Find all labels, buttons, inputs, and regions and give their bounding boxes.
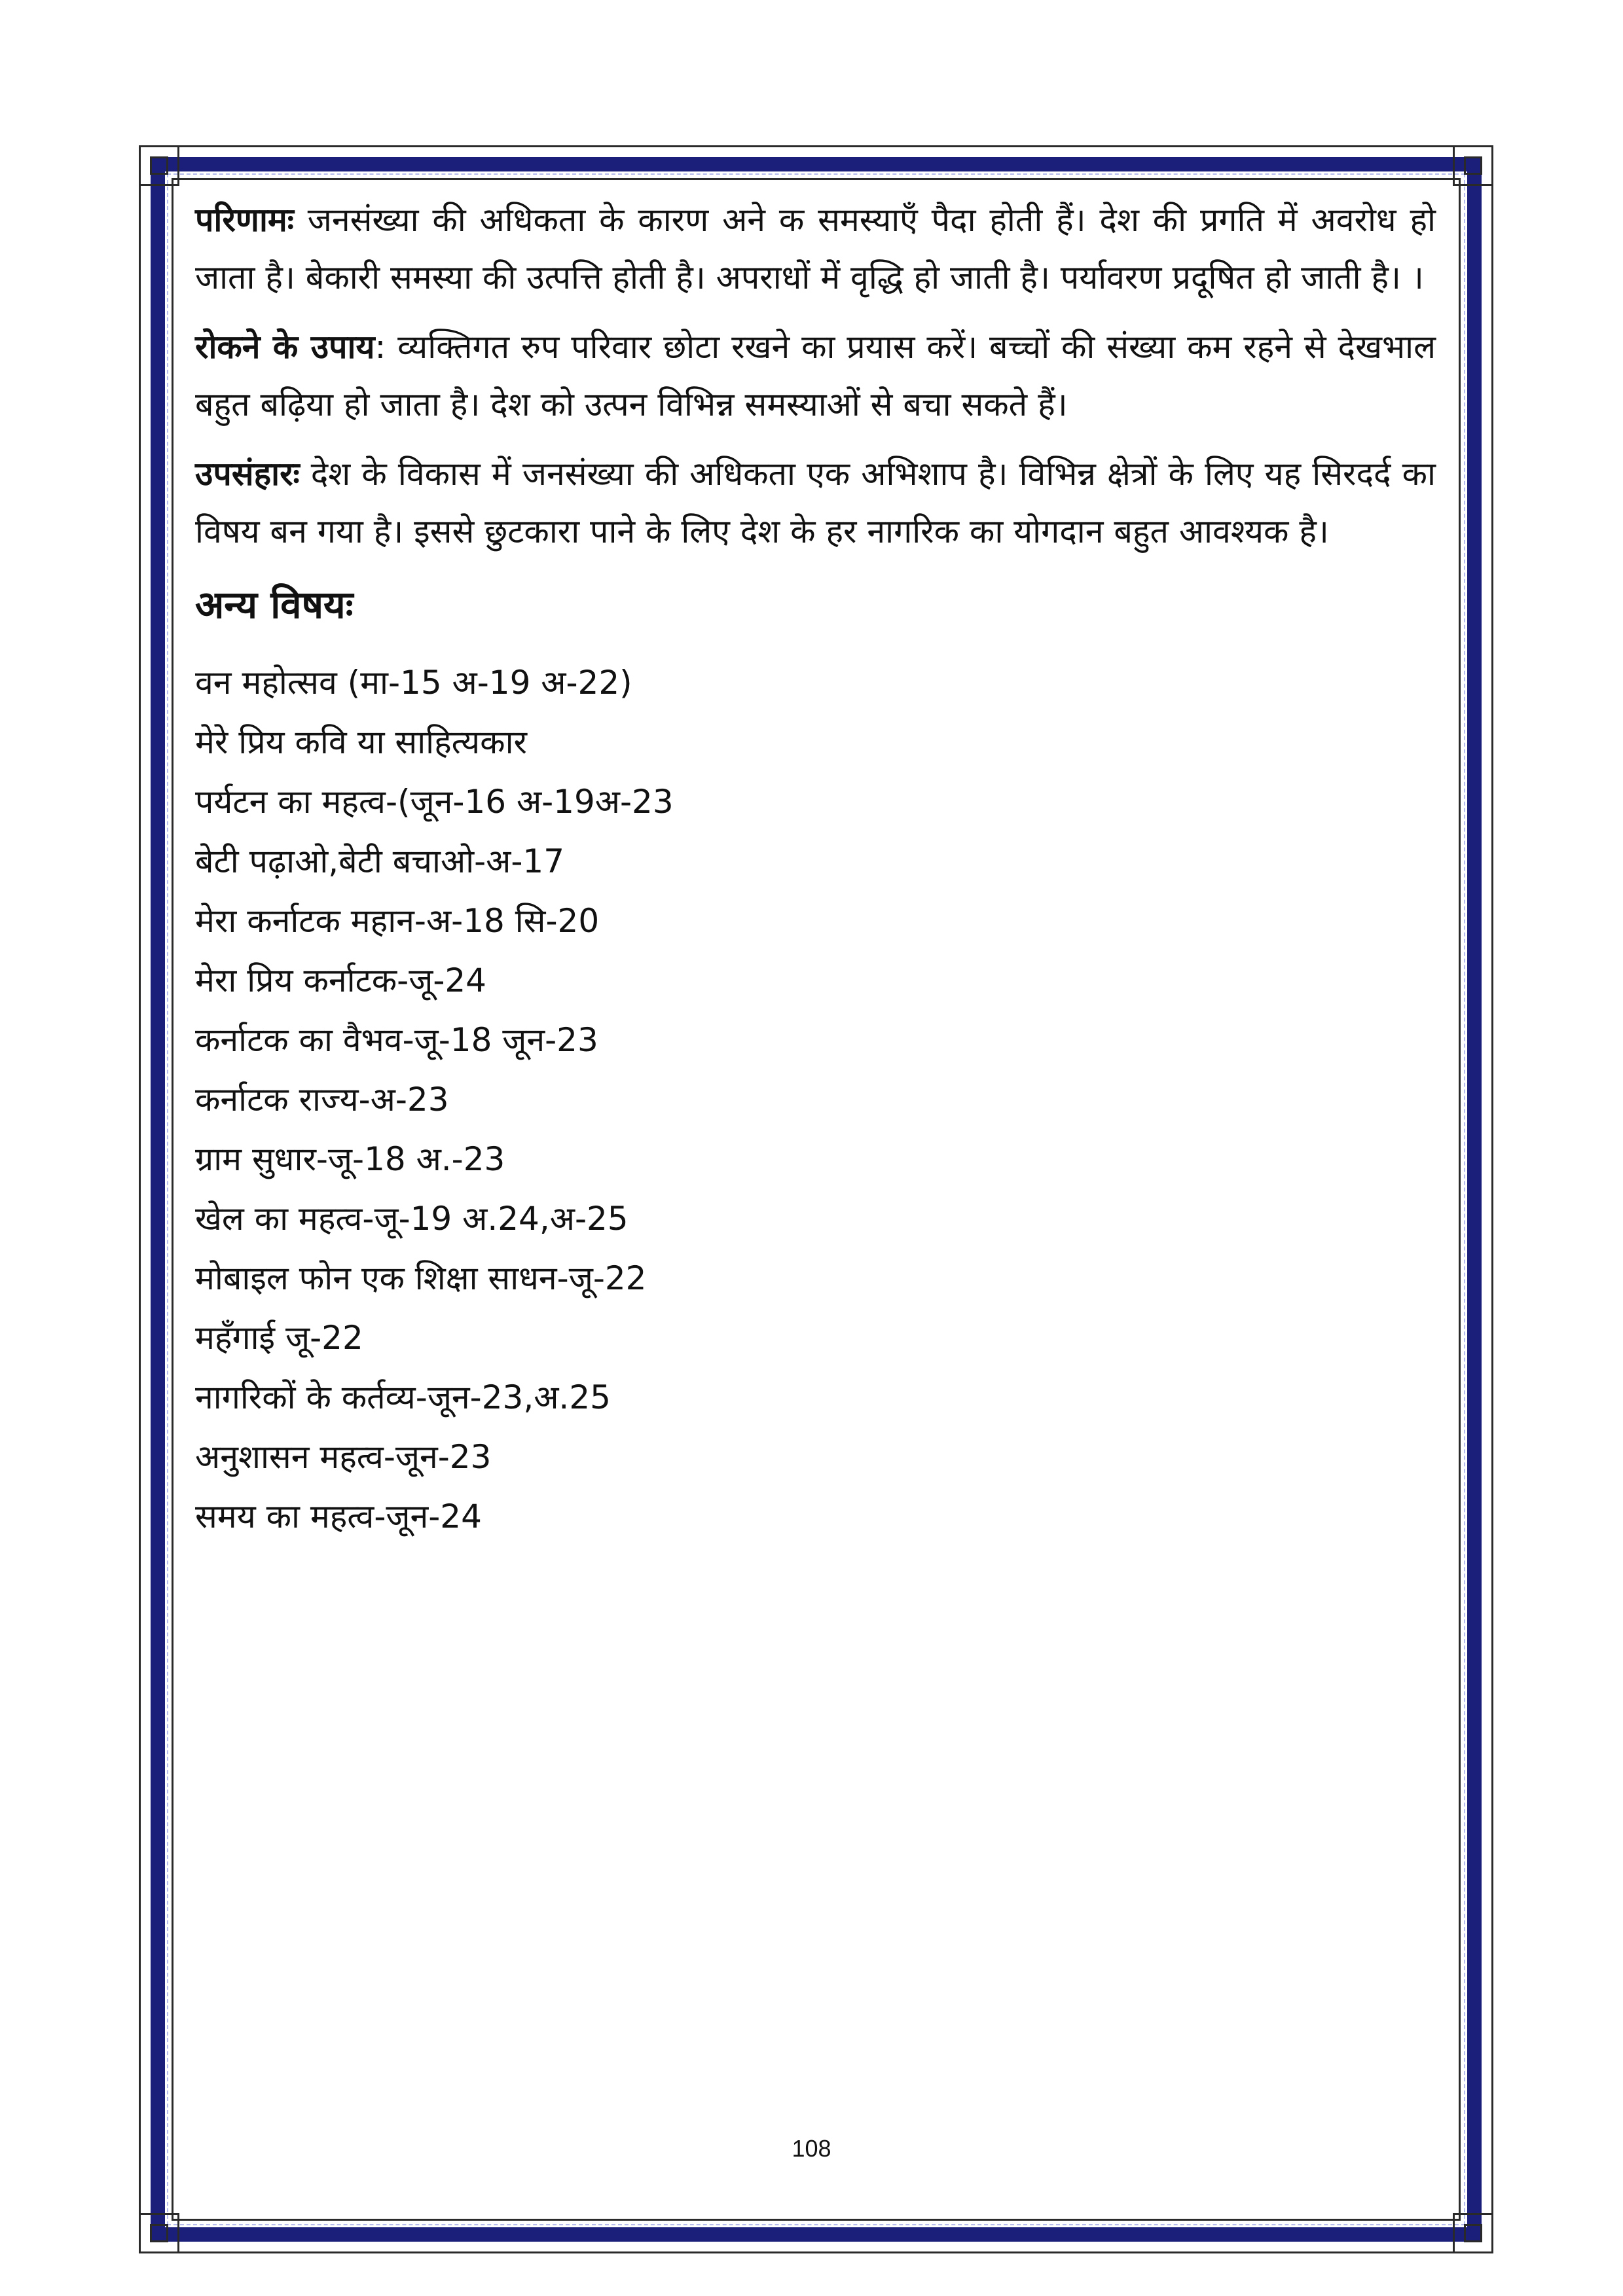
topic-item: नागरिकों के कर्तव्य-जून-23,अ.25	[195, 1378, 611, 1416]
topic-item: बेटी पढ़ाओ,बेटी बचाओ-अ-17	[195, 842, 565, 880]
topic-item: खेल का महत्व-जू-19 अ.24,अ-25	[195, 1200, 629, 1238]
topic-item: मेरा कर्नाटक महान-अ-18 सि-20	[195, 902, 600, 940]
paragraph-lead: उपसंहारः	[195, 455, 300, 493]
paragraph-conclusion	[195, 445, 1436, 560]
topic-item: वन महोत्सव (मा-15 अ-19 अ-22)	[195, 664, 632, 702]
topic-item: ग्राम सुधार-जू-18 अ.-23	[195, 1140, 505, 1178]
paragraph-lead: परिणामः	[195, 201, 294, 239]
paragraph-lead: रोकने के उपाय	[195, 328, 375, 366]
border-corner-bottom-right	[1453, 2213, 1493, 2253]
topic-item: अनुशासन महत्व-जून-23	[195, 1438, 492, 1476]
paragraph-text: देश के विकास में जनसंख्या की अधिकता एक अभिशाप है। विभिन्न क्षेत्रों के लिए यह सिरदर्द का विषय बन गया है। इससे छुटकारा पाने के लिए देश के हर नागरिक का योगदान बहुत आवश्यक है।	[195, 455, 1436, 550]
topic-item: मोबाइल फोन एक शिक्षा साधन-जू-22	[195, 1259, 647, 1297]
paragraph-text: जनसंख्या की अधिकता के कारण अने क समस्याएँ पैदा होती हैं। देश की प्रगति में अवरोध हो जाता है। बेकारी समस्या की उत्पत्ति होती है। अपराधों में वृद्धि हो जाती है। पर्यावरण प्रदूषित हो जाती है। ।	[195, 201, 1436, 296]
other-topics-list	[195, 653, 1436, 1547]
topic-item: समय का महत्व-जून-24	[195, 1498, 482, 1535]
paragraph-text: : व्यक्तिगत रुप परिवार छोटा रखने का प्रयास करें। बच्चों की संख्या कम रहने से देखभाल बहुत बढ़िया हो जाता है। देश को उत्पन विभिन्न समस्याओं से बचा सकते हैं।	[195, 328, 1436, 423]
topic-item: महँगाई जू-22	[195, 1319, 363, 1357]
border-corner-top-right	[1453, 145, 1493, 186]
topic-item: कर्नाटक का वैभव-जू-18 जून-23	[195, 1021, 598, 1059]
topic-item: मेरा प्रिय कर्नाटक-जू-24	[195, 961, 486, 999]
page-number: 108	[792, 2135, 831, 2162]
paragraph-prevention	[195, 318, 1436, 433]
page-content	[195, 191, 1436, 1547]
topic-item: मेरे प्रिय कवि या साहित्यकार	[195, 723, 527, 761]
paragraph-result	[195, 191, 1436, 306]
topic-item: कर्नाटक राज्य-अ-23	[195, 1081, 449, 1119]
other-topics-heading: अन्य विषयः	[195, 583, 354, 627]
border-corner-bottom-left	[139, 2213, 179, 2253]
border-corner-top-left	[139, 145, 179, 186]
topic-item: पर्यटन का महत्व-(जून-16 अ-19अ-23	[195, 783, 674, 821]
